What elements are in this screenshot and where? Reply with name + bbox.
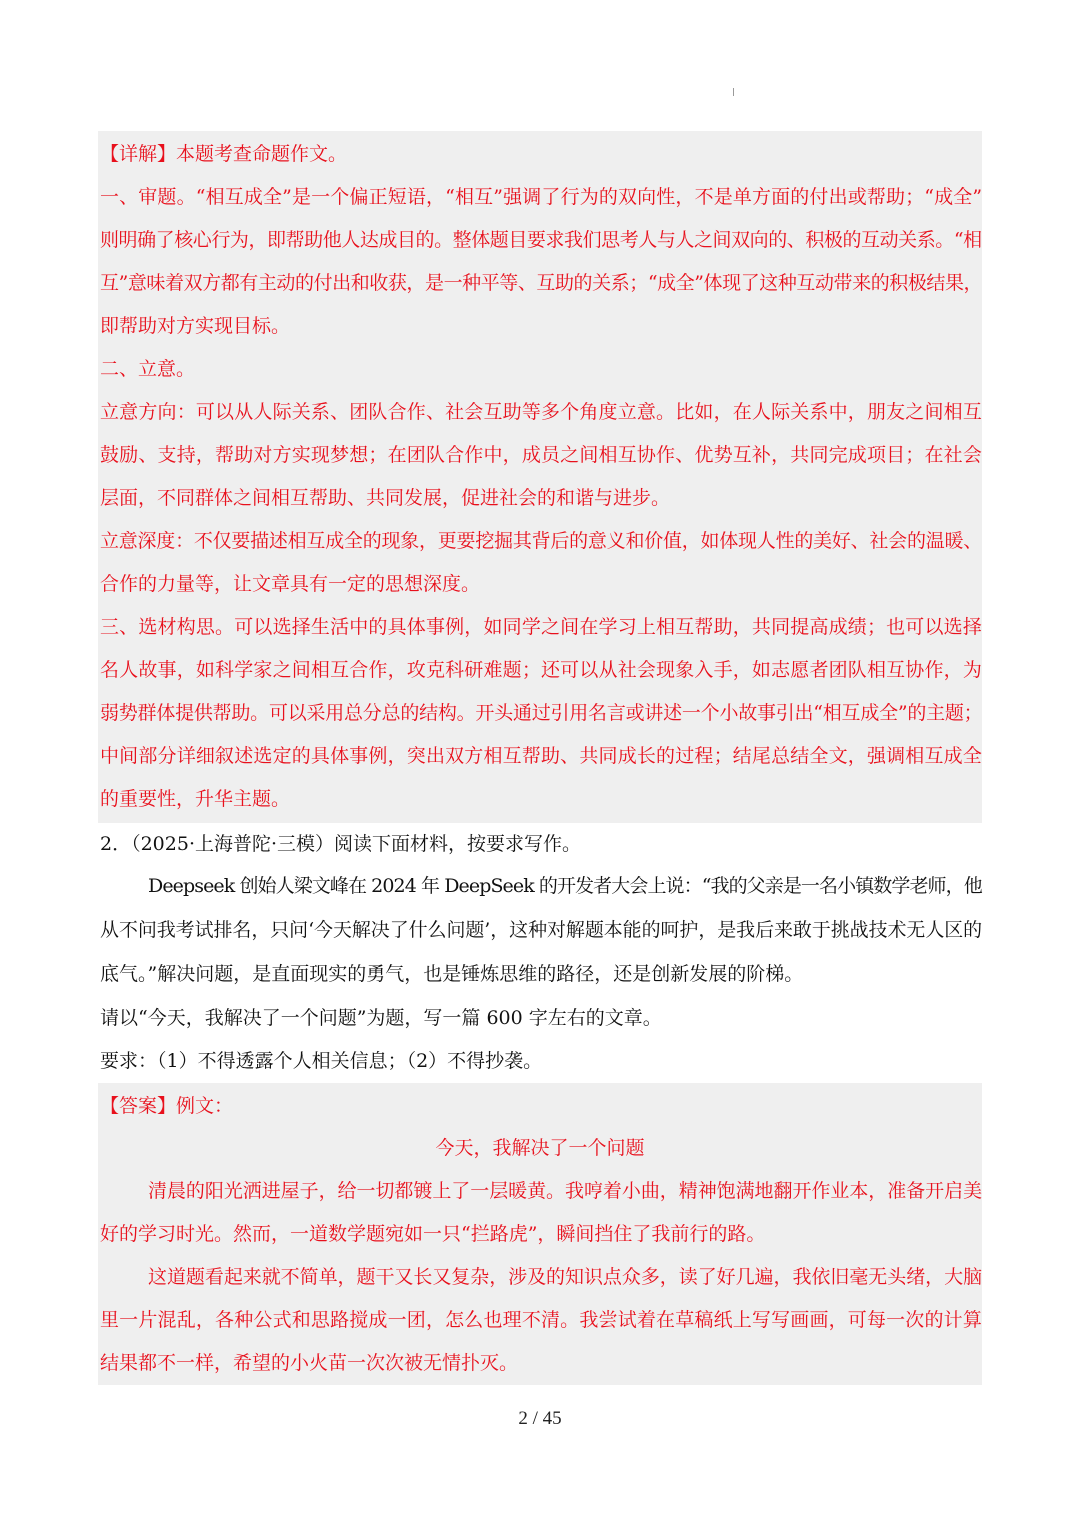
writing-requirements: 要求：（1）不得透露个人相关信息；（2）不得抄袭。: [100, 1050, 543, 1072]
explanation-line: 则明确了核心行为，即帮助他人达成目的。整体题目要求我们思考人与人之间双向的、积极的互动关系。“相: [100, 229, 982, 251]
writing-prompt: 请以“今天，我解决了一个问题”为题，写一篇 600 字左右的文章。: [100, 1007, 662, 1029]
essay-line: 结果都不一样，希望的小火苗一次次被无情扑灭。: [100, 1352, 519, 1374]
material-line: 底气。”解决问题，是直面现实的勇气，也是锤炼思维的路径，还是创新发展的阶梯。: [100, 963, 804, 985]
explanation-line: 【详解】本题考查命题作文。: [100, 143, 348, 165]
explanation-line: 名人故事，如科学家之间相互合作，攻克科研难题；还可以从社会现象入手，如志愿者团队相互协作，为: [100, 659, 983, 681]
explanation-line: 中间部分详细叙述选定的具体事例，突出双方相互帮助、共同成长的过程；结尾总结全文，强调相互成全: [100, 745, 983, 767]
explanation-line: 的重要性，升华主题。: [100, 788, 291, 810]
explanation-line: 一、审题。“相互成全”是一个偏正短语，“相互”强调了行为的双向性，不是单方面的付出或帮助；“成全”: [100, 186, 983, 208]
explanation-line: 互”意味着双方都有主动的付出和收获，是一种平等、互助的关系；“成全”体现了这种互动带来的积极结果，: [100, 272, 983, 294]
explanation-line: 即帮助对方实现目标。: [100, 315, 291, 337]
material-line: Deepseek 创始人梁文峰在 2024 年 DeepSeek 的开发者大会上说：“我的父亲是一名小镇数学老师，他: [148, 875, 982, 897]
explanation-line: 合作的力量等，让文章具有一定的思想深度。: [100, 573, 481, 595]
essay-line: 清晨的阳光洒进屋子，给一切都镀上了一层暖黄。我哼着小曲，精神饱满地翻开作业本，准备开启美: [148, 1180, 983, 1202]
explanation-line: 层面，不同群体之间相互帮助、共同发展，促进社会的和谐与进步。: [100, 487, 671, 509]
header-mark: [733, 88, 734, 96]
essay-line: 好的学习时光。然而，一道数学题宛如一只“拦路虎”，瞬间挡住了我前行的路。: [100, 1223, 766, 1245]
explanation-line: 鼓励、支持，帮助对方实现梦想；在团队合作中，成员之间相互协作、优势互补，共同完成项目；在社会: [100, 444, 983, 466]
essay-line: 这道题看起来就不简单，题干又长又复杂，涉及的知识点众多，读了好几遍，我依旧毫无头绪，大脑: [148, 1266, 983, 1288]
answer-label: 【答案】例文：: [100, 1095, 234, 1117]
explanation-line: 弱势群体提供帮助。可以采用总分总的结构。开头通过引用名言或讲述一个小故事引出“相互成全”的主题；: [100, 702, 983, 724]
explanation-line: 立意深度：不仅要描述相互成全的现象，更要挖掘其背后的意义和价值，如体现人性的美好、社会的温暖、: [100, 530, 983, 552]
essay-title: 今天，我解决了一个问题: [435, 1137, 645, 1159]
question-header: 2．（2025·上海普陀·三模）阅读下面材料，按要求写作。: [100, 833, 582, 855]
explanation-line: 立意方向：可以从人际关系、团队合作、社会互助等多个角度立意。比如，在人际关系中，朋友之间相互: [100, 401, 983, 423]
explanation-line: 三、选材构思。可以选择生活中的具体事例，如同学之间在学习上相互帮助，共同提高成绩；也可以选择: [100, 616, 983, 638]
essay-line: 里一片混乱，各种公式和思路搅成一团，怎么也理不清。我尝试着在草稿纸上写写画画，可每一次的计算: [100, 1309, 983, 1331]
explanation-line: 二、立意。: [100, 358, 196, 380]
material-line: 从不问我考试排名，只问‘今天解决了什么问题’，这种对解题本能的呵护，是我后来敢于挑战技术无人区的: [100, 919, 983, 941]
page-indicator: 2 / 45: [518, 1408, 562, 1429]
